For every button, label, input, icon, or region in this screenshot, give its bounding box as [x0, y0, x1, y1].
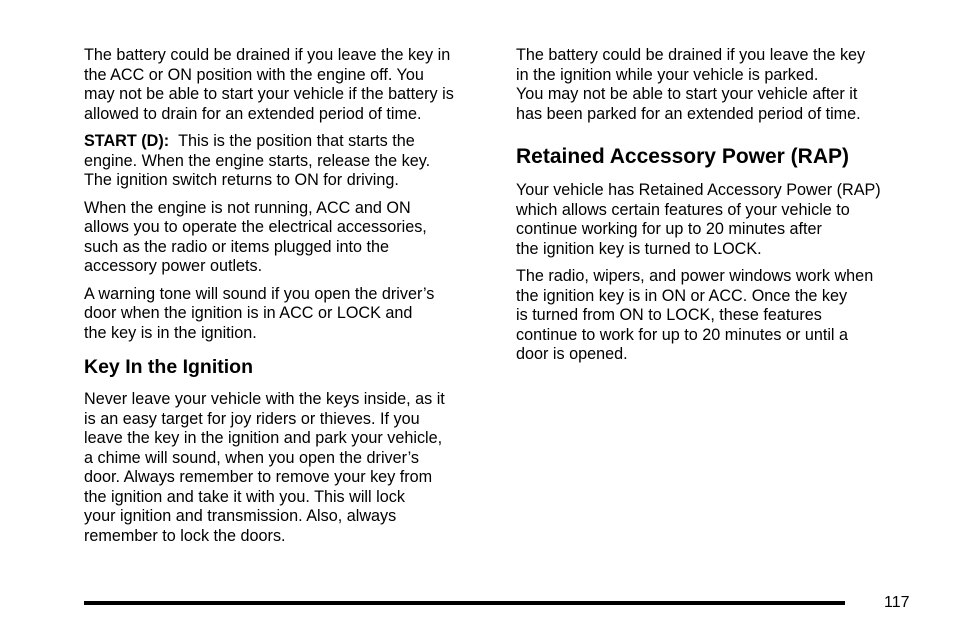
text-line: accessory power outlets. — [84, 257, 263, 275]
warning-paragraph — [84, 285, 496, 344]
text-line: continue working for up to 20 minutes after — [516, 220, 822, 238]
rap-heading: Retained Accessory Power (RAP) — [516, 145, 849, 168]
rap-paragraph — [516, 181, 928, 259]
text-line: door when the ignition is in ACC or LOCK and — [84, 304, 413, 322]
text-line: This is the position that starts the — [178, 132, 415, 150]
text-line: your ignition and transmission. Also, always — [84, 507, 397, 525]
radio-paragraph — [516, 267, 928, 365]
text-line: which allows certain features of your vehicle to — [516, 200, 850, 219]
start-paragraph — [84, 132, 496, 191]
text-line: leave the key in the ignition and park your vehicle, — [84, 429, 443, 447]
text-line: Your vehicle has Retained Accessory Power (RAP) — [516, 181, 881, 199]
text-line: the ACC or ON position with the engine off. You — [84, 65, 424, 84]
text-line: the key is in the ignition. — [84, 323, 257, 342]
key-paragraph — [84, 390, 496, 546]
text-line: the ignition and take it with you. This will lock — [84, 487, 405, 506]
text-line: remember to lock the doors. — [84, 526, 286, 545]
text-line: may not be able to start your vehicle if the battery is — [84, 85, 454, 103]
text-line: The battery could be drained if you leave the key in — [84, 46, 451, 64]
text-line: allows you to operate the electrical accessories, — [84, 218, 427, 236]
page-number: 117 — [884, 594, 910, 611]
key-in-ignition-heading: Key In the Ignition — [84, 356, 253, 378]
text-line: engine. When the engine starts, release the key. — [84, 151, 431, 170]
text-line: allowed to drain for an extended period of time. — [84, 104, 422, 123]
battery-paragraph-right — [516, 46, 928, 124]
text-line: door. Always remember to remove your key from — [84, 468, 433, 486]
text-line: is an easy target for joy riders or thieves. If you — [84, 409, 420, 428]
battery-paragraph-left — [84, 46, 496, 124]
start-label: START (D): — [84, 132, 170, 150]
text-line: The battery could be drained if you leave the key — [516, 46, 866, 64]
text-line: continue to work for up to 20 minutes or until a — [516, 325, 849, 344]
left-column — [84, 46, 496, 546]
text-line: a chime will sound, when you open the driver’s — [84, 448, 420, 467]
text-line: When the engine is not running, ACC and ON — [84, 198, 411, 217]
text-line: You may not be able to start your vehicle after it — [516, 85, 858, 103]
text-line: The radio, wipers, and power windows work when — [516, 267, 874, 285]
footer-rule — [84, 601, 845, 605]
text-line: Never leave your vehicle with the keys inside, as it — [84, 390, 445, 408]
text-line: the ignition key is in ON or ACC. Once the key — [516, 286, 848, 305]
text-line: The ignition switch returns to ON for driving. — [84, 171, 399, 189]
acc-paragraph — [84, 199, 496, 277]
text-line: such as the radio or items plugged into the — [84, 237, 390, 256]
text-line: in the ignition while your vehicle is parked. — [516, 65, 819, 84]
text-line: door is opened. — [516, 345, 628, 363]
text-line: the ignition key is turned to LOCK. — [516, 239, 762, 258]
text-line: is turned from ON to LOCK, these features — [516, 306, 822, 324]
right-column — [516, 46, 928, 365]
text-line: has been parked for an extended period of time. — [516, 104, 861, 123]
text-line: A warning tone will sound if you open the driver’s — [84, 284, 435, 303]
